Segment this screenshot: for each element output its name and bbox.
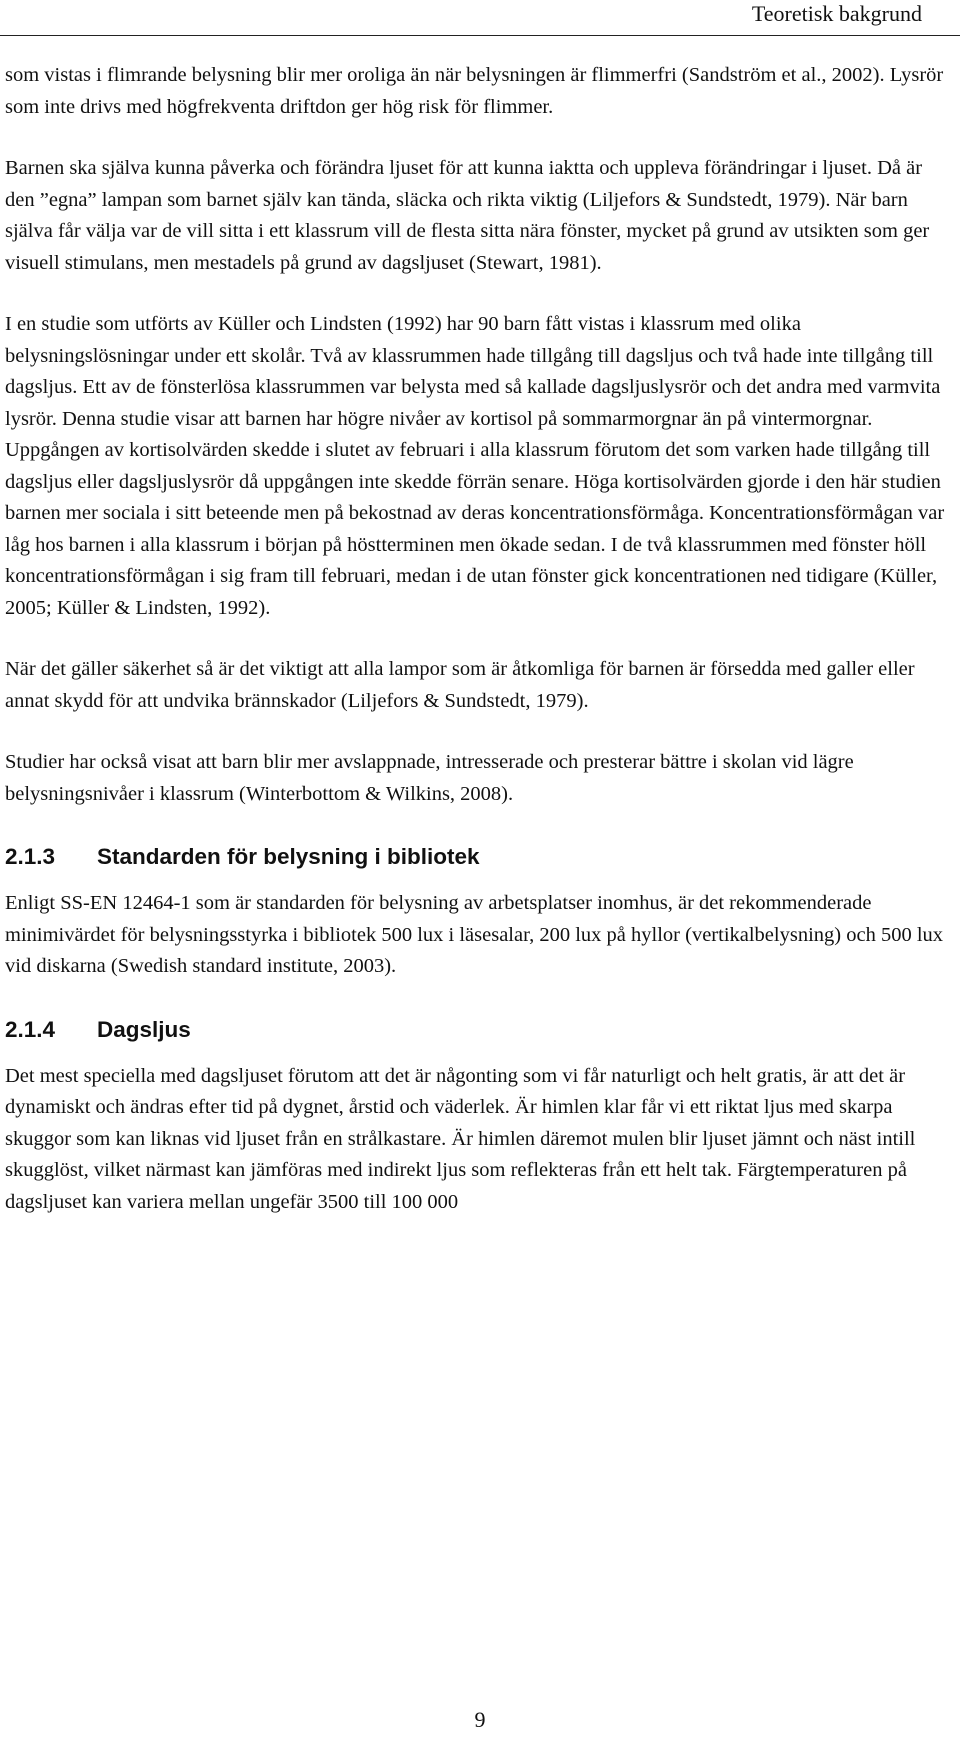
paragraph-safety: När det gäller säkerhet så är det viktigt att alla lampor som är åtkomliga för barnen är försedda med galler eller annat skydd för att undvika brännskador (Liljefors & Sundstedt, 1979). [5,658,915,712]
paragraph-library-standard: Enligt SS-EN 12464-1 som är standarden för belysning av arbetsplatser inomhus, är det rekommenderade minimivärdet för belysningsstyrka i bibliotek 500 lux i läsesalar, 200 lux på hyllor (vertikalbelysning) och 500 lux vid diskarna (Swedish standard institute, 2003). [5,892,944,977]
paragraph-flicker: som vistas i flimrande belysning blir mer oroliga än när belysningen är flimmerfri (Sandström et al., 2002). Lysrör som inte drivs med högfrekventa driftdon ger hög risk för flimmer. [5,64,944,118]
section-heading-daylight [5,1013,953,1047]
section-title: Standarden för belysning i bibliotek [97,844,480,869]
section-number: 2.1.3 [5,844,56,869]
page-body [5,60,953,1248]
running-header [0,0,960,36]
paragraph-lower-light-levels: Studier har också visat att barn blir mer avslappnade, intresserade och presterar bättre i skolan vid lägre belysningsnivåer i klassrum (Winterbottom & Wilkins, 2008). [5,751,854,805]
section-heading-library-standard [5,840,953,874]
section-number: 2.1.4 [5,1016,56,1042]
paragraph-daylight: Det mest speciella med dagsljuset förutom att det är någonting som vi får naturligt och helt gratis, är att det är dynamiskt och ändras efter tid på dygnet, årstid och väderlek. Är himlen klar får vi ett riktat ljus med skarpa skuggor som kan liknas vid ljuset från en strålkastare. Är himlen däremot mulen blir ljuset jämnt och näst intill skugglöst, vilket närmast kan jämföras med indirekt ljus som reflekteras från ett helt tak. Färgtemperaturen på dagsljuset kan variera mellan ungefär 3500 till 100 000 [5,1064,916,1213]
paragraph-kortisol-study: I en studie som utförts av Küller och Lindsten (1992) har 90 barn fått vistas i klassrum med olika belysningslösningar under ett skolår. Två av klassrummen hade tillgång till dagsljus och två hade inte tillgång till dagsljus. Ett av de fönsterlösa klassrummen var belysta med så kallade dagsljuslysrör och det andra med varmvita lysrör. Denna studie visar att barnen har högre nivåer av kortisol på sommarmorgnar än på vintermorgnar. Uppgången av kortisolvärden skedde i slutet av februari i alla klassrum förutom det som varken hade tillgång till dagsljus eller dagsljuslysrör då uppgången inte skedde förrän senare. Höga kortisolvärden gjorde i den här studien barnen mer sociala i sitt beteende men på bekostnad av deras koncentrationsförmåga. Koncentrationsförmågan var låg hos barnen i alla klassrum i början på höstterminen men ökade sedan. I de två klassrummen med fönster höll koncentrationsförmågan i sig fram till februari, medan i de utan fönster gick koncentrationen ned tidigare (Küller, 2005; Küller & Lindsten, 1992). [5,313,945,619]
section-title: Dagsljus [97,1016,191,1042]
page-number: 9 [474,1707,486,1732]
running-header-title: Teoretisk bakgrund [751,1,922,26]
paragraph-children-control-light: Barnen ska själva kunna påverka och förändra ljuset för att kunna iaktta och uppleva förändringar i ljuset. Då är den ”egna” lampan som barnet själv kan tända, släcka och rikta viktig (Liljefors & Sundstedt, 1979). När barn själva får välja var de vill sitta i ett klassrum vill de flesta sitta nära fönster, mycket på grund av utsikten som ger visuell stimulans, men mestadels på grund av dagsljuset (Stewart, 1981). [5,157,930,274]
